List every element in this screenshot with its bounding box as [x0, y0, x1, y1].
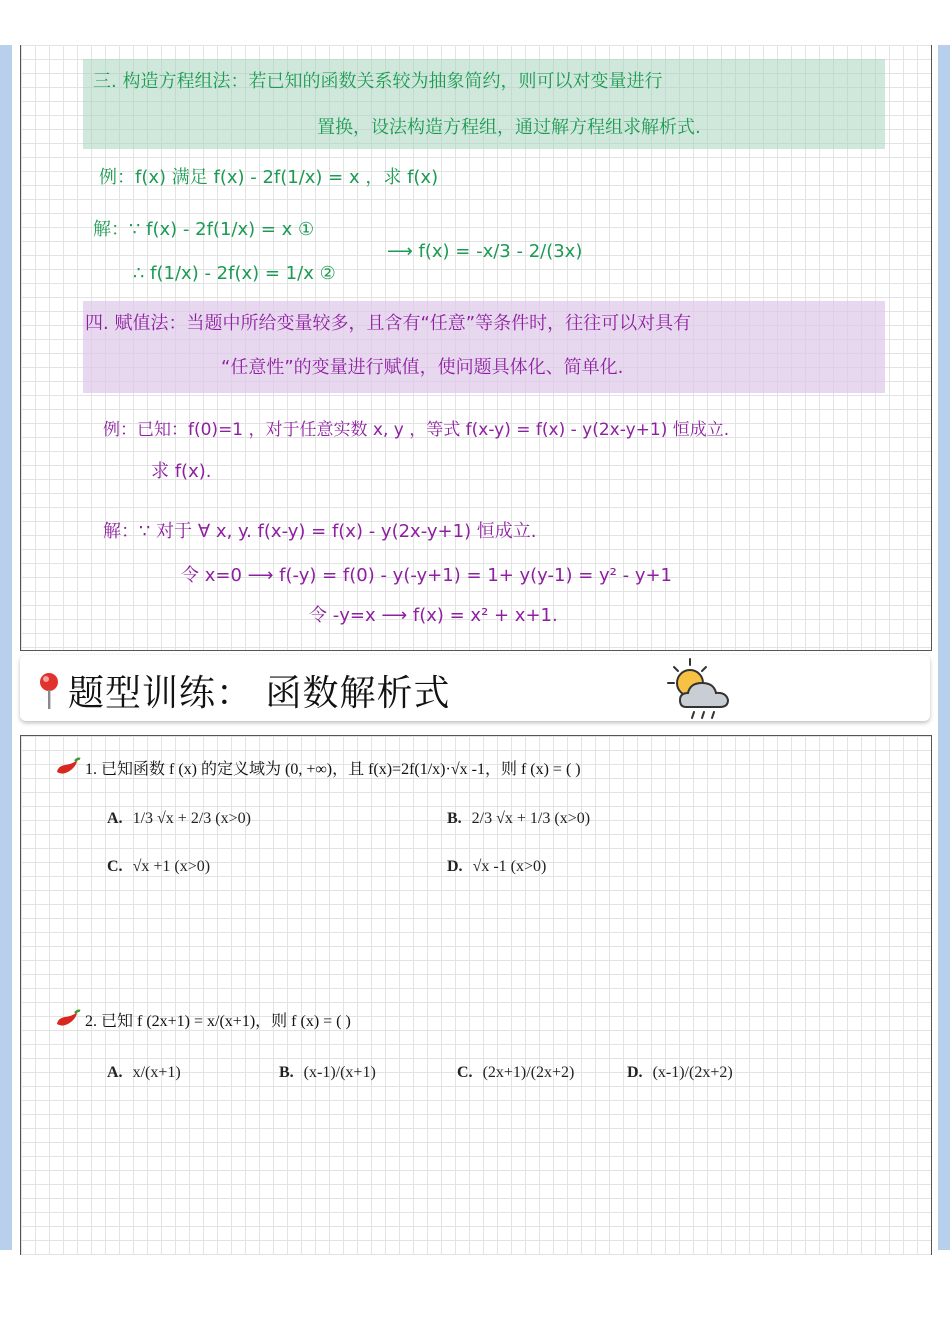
- q2-option-d[interactable]: D. (x-1)/(2x+2): [627, 1064, 733, 1081]
- example2-question: 例：已知：f(0)=1 ，对于任意实数 x, y ，等式 f(x-y) = f(x) - y(2x-y+1) 恒成立.: [103, 420, 730, 440]
- example2-step1: 解：∵ 对于 ∀ x, y. f(x-y) = f(x) - y(2x-y+1) 恒成立.: [103, 521, 537, 542]
- q2-option-b[interactable]: B. (x-1)/(x+1): [279, 1064, 376, 1081]
- example2-question-2: 求 f(x).: [151, 461, 212, 482]
- chili-pepper-icon: [53, 756, 81, 778]
- method4-line2: “任意性”的变量进行赋值，使问题具体化、简单化.: [221, 357, 624, 378]
- example1-question: 例：f(x) 满足 f(x) - 2f(1/x) = x ，求 f(x): [99, 167, 439, 188]
- sun-cloud-rain-icon: [662, 655, 742, 725]
- example1-step1: 解：∵ f(x) - 2f(1/x) = x ①: [93, 219, 315, 240]
- example1-result: ⟶ f(x) = -x/3 - 2/(3x): [387, 241, 583, 262]
- q2-option-c[interactable]: C. (2x+1)/(2x+2): [457, 1064, 575, 1081]
- method3-line1: 三. 构造方程组法：若已知的函数关系较为抽象简约，则可以对变量进行: [93, 71, 663, 92]
- example1-step2: ∴ f(1/x) - 2f(x) = 1/x ②: [133, 263, 336, 284]
- banner-title: 题型训练： 函数解析式: [68, 673, 451, 714]
- q1-option-c[interactable]: C. √x +1 (x>0): [107, 858, 211, 875]
- method4-line1: 四. 赋值法：当题中所给变量较多，且含有“任意”等条件时，往往可以对具有: [85, 313, 692, 334]
- question-2-stem: 2. 已知 f (2x+1) = x/(x+1)，则 f (x) = ( ): [85, 1013, 351, 1030]
- left-page-edge: [0, 45, 12, 1250]
- example2-step2: 令 x=0 ⟶ f(-y) = f(0) - y(-y+1) = 1+ y(y-1) = y² - y+1: [181, 565, 673, 586]
- q1-option-d[interactable]: D. √x -1 (x>0): [447, 858, 547, 875]
- question-1-stem: 1. 已知函数 f (x) 的定义域为 (0, +∞)，且 f(x)=2f(1/x)·√x -1，则 f (x) = ( ): [85, 761, 581, 778]
- right-page-edge: [938, 45, 950, 1250]
- notes-panel: [20, 45, 932, 651]
- questions-panel: [20, 735, 932, 1255]
- q2-option-a[interactable]: A. x/(x+1): [107, 1064, 181, 1081]
- example2-step3: 令 -y=x ⟶ f(x) = x² + x+1.: [309, 605, 558, 626]
- chili-pepper-icon: [53, 1008, 81, 1030]
- map-pin-icon: [36, 671, 62, 711]
- method3-line2: 置换，设法构造方程组，通过解方程组求解析式.: [317, 117, 701, 138]
- q1-option-a[interactable]: A. 1/3 √x + 2/3 (x>0): [107, 810, 251, 827]
- section-banner: [20, 655, 930, 721]
- q1-option-b[interactable]: B. 2/3 √x + 1/3 (x>0): [447, 810, 591, 827]
